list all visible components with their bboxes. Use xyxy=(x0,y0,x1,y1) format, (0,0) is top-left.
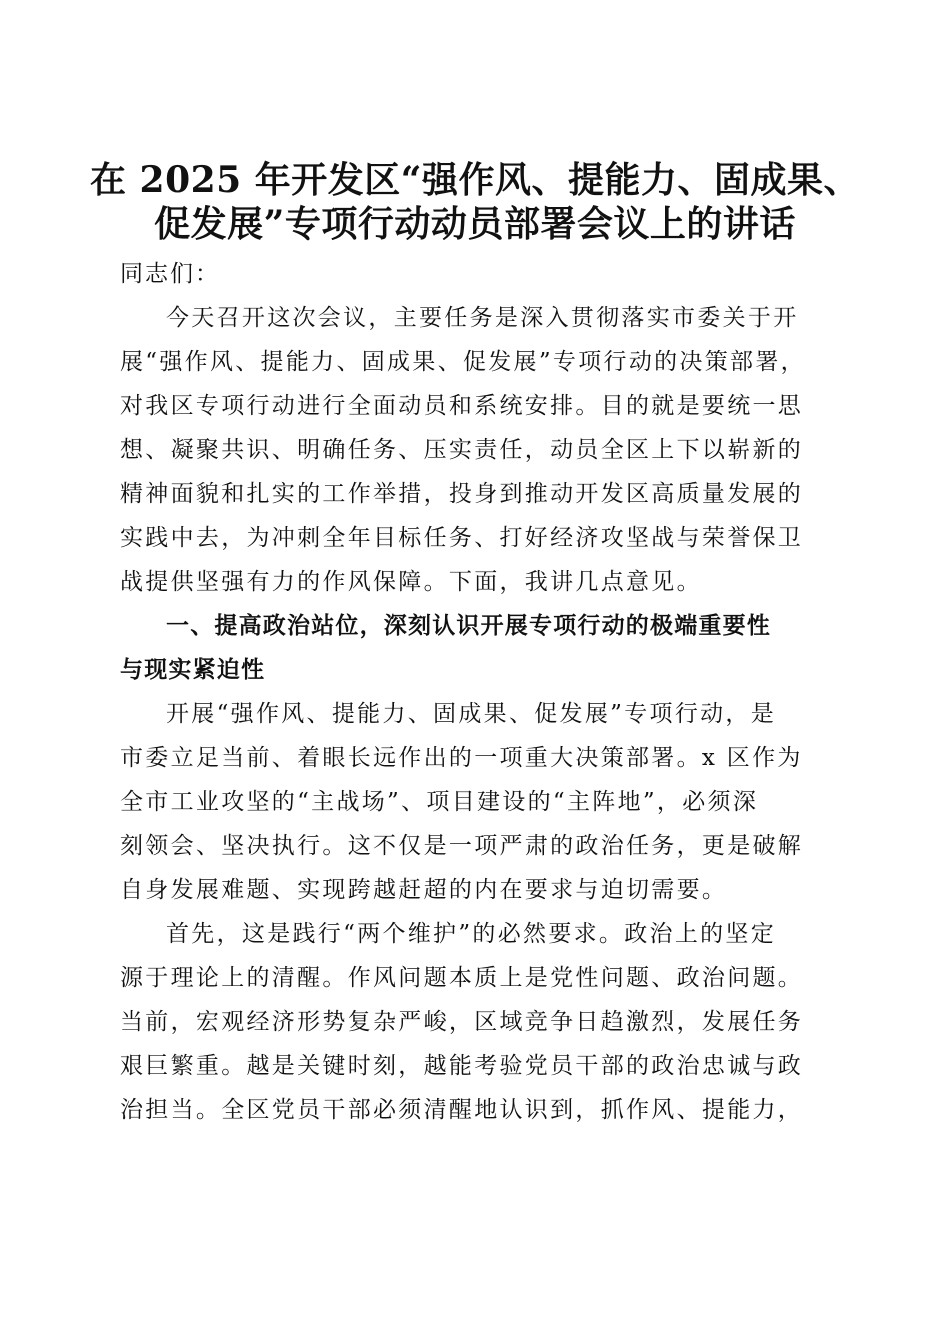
heading-line: 一、提高政治站位，深刻认识开展专项行动的极端重要性 xyxy=(166,613,771,639)
text-line: 展“强作风、提能力、固成果、促发展”专项行动的决策部署， xyxy=(120,349,806,375)
text-line: 当前，宏观经济形势复杂严峻，区域竞争日趋激烈，发展任务 xyxy=(120,1009,804,1035)
text-line: 市委立足当前、着眼长远作出的一项重大决策部署。x 区作为 xyxy=(120,745,803,771)
heading-line: 与现实紧迫性 xyxy=(120,657,266,683)
text-line: 战提供坚强有力的作风保障。下面，我讲几点意见。 xyxy=(120,569,702,595)
document-title xyxy=(60,158,890,246)
paragraph-intro xyxy=(120,296,832,604)
text-line: 艰巨繁重。越是关键时刻，越能考验党员干部的政治忠诚与政 xyxy=(120,1053,804,1079)
document-body xyxy=(120,252,832,1132)
title-line: 在 2025 年开发区“强作风、提能力、固成果、 xyxy=(90,159,860,202)
text-line: 对我区专项行动进行全面动员和系统安排。目的就是要统一思 xyxy=(120,393,804,419)
text-line: 自身发展难题、实现跨越赶超的内在要求与迫切需要。 xyxy=(120,877,728,903)
paragraph-section-1 xyxy=(120,692,832,912)
section-heading-1 xyxy=(120,604,832,692)
text-line: 精神面貌和扎实的工作举措，投身到推动开发区高质量发展的 xyxy=(120,481,804,507)
text-line: 实践中去，为冲刺全年目标任务、打好经济攻坚战与荣誉保卫 xyxy=(120,525,804,551)
salutation: 同志们： xyxy=(120,261,220,287)
paragraph-first-point xyxy=(120,912,832,1132)
text-line: 源于理论上的清醒。作风问题本质上是党性问题、政治问题。 xyxy=(120,965,804,991)
text-line: 刻领会、坚决执行。这不仅是一项严肃的政治任务，更是破解 xyxy=(120,833,804,859)
text-line: 首先，这是践行“两个维护”的必然要求。政治上的坚定 xyxy=(166,921,777,947)
text-line: 想、凝聚共识、明确任务、压实责任，动员全区上下以崭新的 xyxy=(120,437,804,463)
title-line: 促发展”专项行动动员部署会议上的讲话 xyxy=(154,203,796,246)
text-line: 治担当。全区党员干部必须清醒地认识到，抓作风、提能力， xyxy=(120,1097,804,1123)
text-line: 全市工业攻坚的“主战场”、项目建设的“主阵地”，必须深 xyxy=(120,789,759,815)
text-line: 今天召开这次会议，主要任务是深入贯彻落实市委关于开 xyxy=(166,305,799,331)
text-line: 开展“强作风、提能力、固成果、促发展”专项行动，是 xyxy=(166,701,777,727)
